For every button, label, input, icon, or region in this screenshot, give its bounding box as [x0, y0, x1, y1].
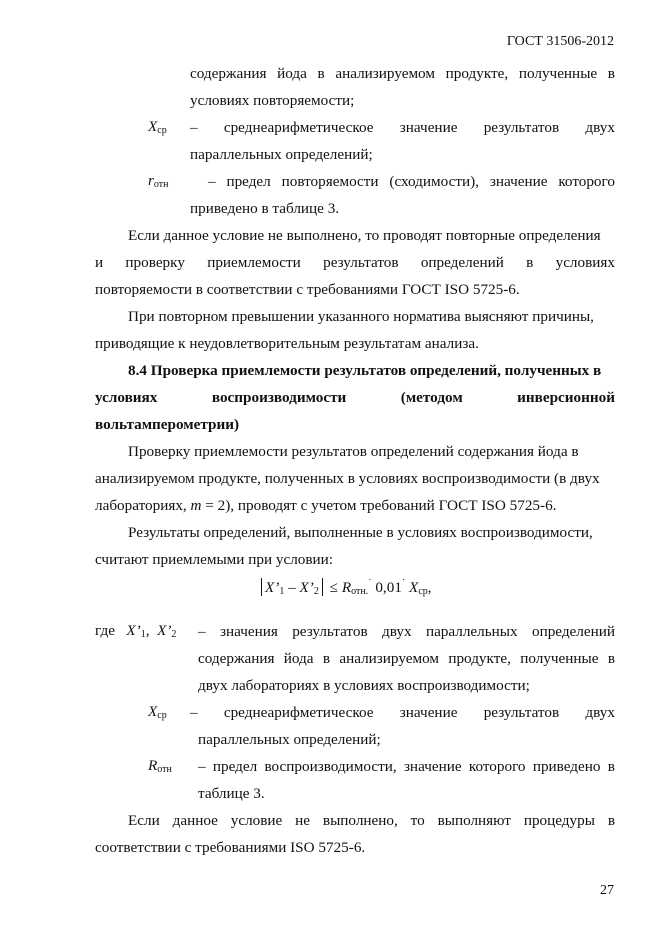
definition-line: – среднеарифметическое значение результатов двух — [190, 119, 615, 136]
definition-line: – предел воспроизводимости, значение которого приведено в — [198, 758, 615, 775]
paragraph-line: Результаты определений, выполненные в условиях воспроизводимости, — [128, 524, 593, 541]
paragraph-line: Если данное условие не выполнено, то выполняют процедуры в — [128, 812, 615, 829]
definition-line: параллельных определений; — [198, 731, 381, 748]
paragraph-line: и проверку приемлемости результатов определений в условиях — [95, 254, 615, 271]
symbol-xcp: $X_{ср}$ — [148, 703, 167, 721]
definition-line: содержания йода в анализируемом продукте, полученные в — [198, 650, 615, 667]
section-heading: вольтамперометрии) — [95, 416, 240, 433]
definition-line: приведено в таблице 3. — [190, 200, 340, 217]
symbol-xcp: $X_{ср}$ — [148, 118, 167, 136]
definition-line: – среднеарифметическое значение результатов двух — [190, 704, 615, 721]
paragraph-line: Если данное условие не выполнено, то проводят повторные определения — [128, 227, 601, 244]
definition-line: – значения результатов двух параллельных определений — [198, 623, 615, 640]
page-number: 27 — [600, 883, 614, 898]
paragraph-line: Проверку приемлемости результатов определений содержания йода в — [128, 443, 579, 460]
section-heading: 8.4 Проверка приемлемости результатов определений, полученных в — [128, 362, 602, 379]
definition-line: таблице 3. — [198, 785, 265, 802]
definition-line: содержания йода в анализируемом продукте, полученные в — [190, 65, 615, 82]
paragraph-line: приводящие к неудовлетворительным результатам анализа. — [95, 335, 479, 352]
acceptance-formula: $X’_1$ – $X’_2 \le R_{отн.}^˙$ 0,01˙ $X_{ср}$, — [258, 578, 432, 597]
paragraph-line: лабораториях, m = 2), проводят с учетом требований ГОСТ ISO 5725-6. — [95, 497, 557, 514]
definition-line: двух лабораториях в условиях воспроизводимости; — [198, 677, 530, 694]
paragraph-line: соответствии с требованиями ISO 5725-6. — [95, 839, 366, 856]
paragraph-line: При повторном превышении указанного норматива выясняют причины, — [128, 308, 594, 325]
paragraph-line: повторяемости в соответствии с требованиями ГОСТ ISO 5725-6. — [95, 281, 520, 298]
definition-line: параллельных определений; — [190, 146, 373, 163]
abs-bar-left — [261, 578, 262, 596]
where-label: где $X’_1$, $X’_2$ — [95, 622, 177, 640]
definition-line: условиях повторяемости; — [190, 92, 355, 109]
paragraph-line: считают приемлемыми при условии: — [95, 551, 334, 568]
document-header: ГОСТ 31506-2012 — [506, 34, 614, 49]
definition-line: – предел повторяемости (сходимости), значение которого — [208, 173, 615, 190]
abs-bar-right — [322, 578, 323, 596]
symbol-R: $R_{отн}$ — [148, 757, 172, 775]
paragraph-line: анализируемом продукте, полученных в условиях воспроизводимости (в двух — [95, 470, 600, 487]
section-heading: условиях воспроизводимости (методом инверсионной — [95, 389, 615, 406]
symbol-r: $r_{отн}$ — [148, 172, 169, 190]
